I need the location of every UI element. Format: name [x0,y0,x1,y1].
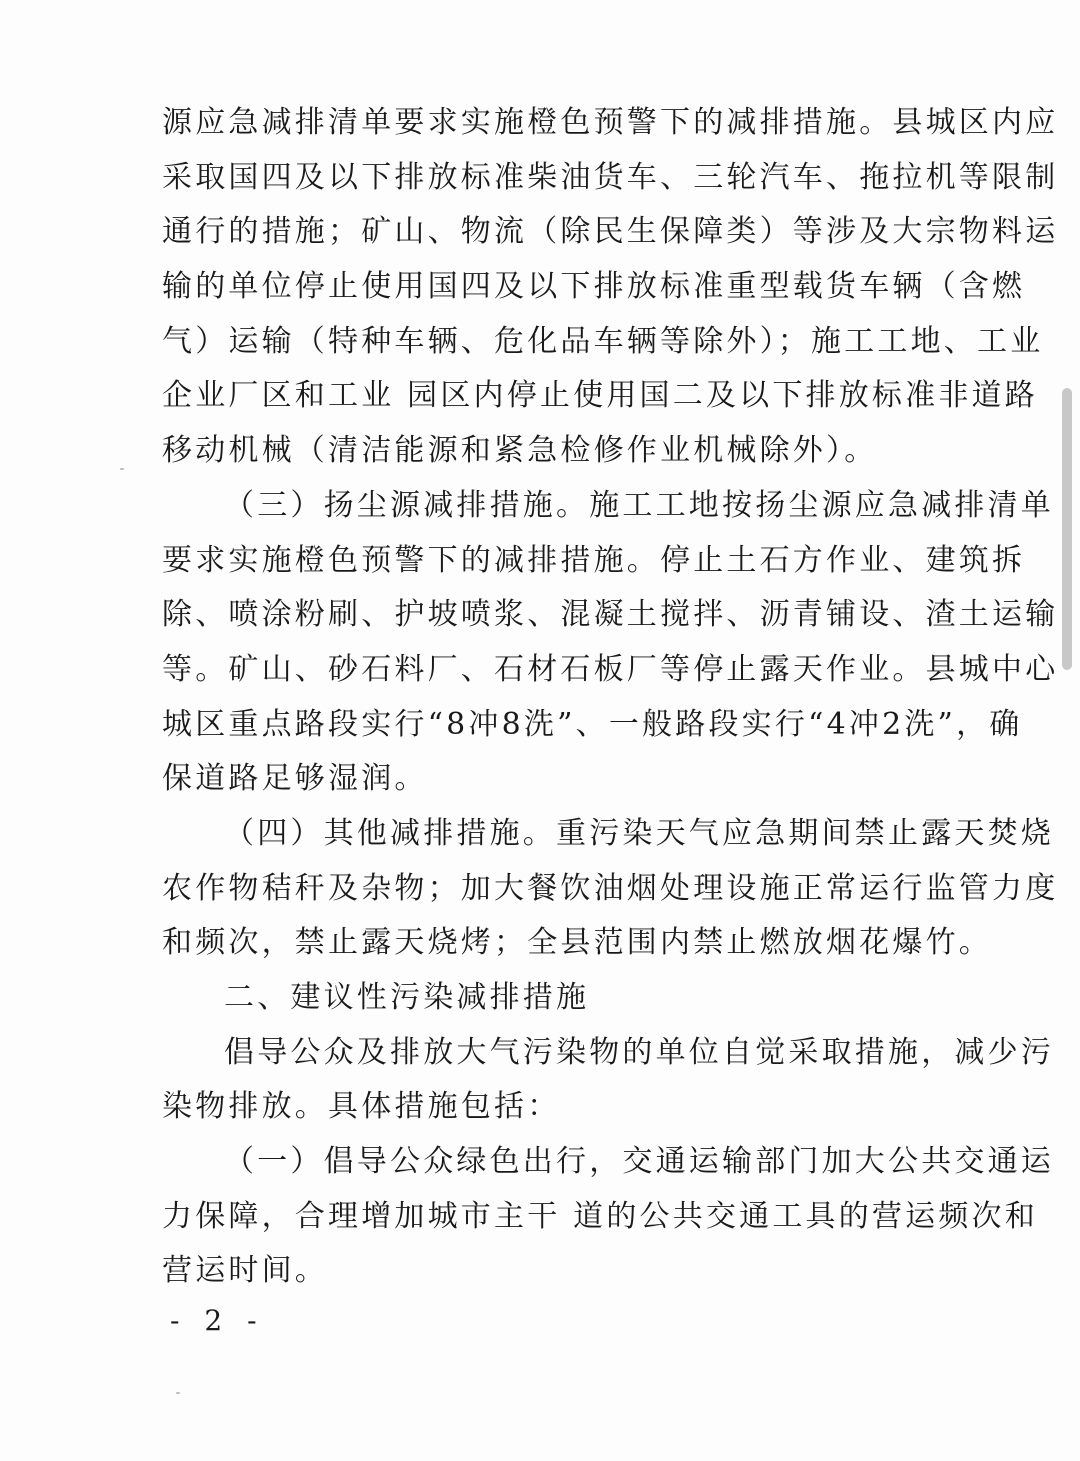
text-line: 营运时间。 [162,1253,328,1289]
text-line: 染物排放。具体措施包括： [162,1089,561,1125]
text-line: 输的单位停止使用国四及以下排放标准重型载货车辆（含燃 [162,269,1026,305]
text-line: 企业厂区和工业 园区内停止使用国二及以下排放标准非道路 [162,378,1038,414]
scan-speck [120,468,124,470]
text-line: 采取国四及以下排放标准柴油货车、三轮汽车、拖拉机等限制 [162,159,1059,195]
text-line: 通行的措施；矿山、物流（除民生保障类）等涉及大宗物料运 [162,214,1059,250]
paragraph-start-line: 倡导公众及排放大气污染物的单位自觉采取措施，减少污 [224,1034,1054,1070]
text-line: 源应急减排清单要求实施橙色预警下的减排措施。县城区内应 [162,105,1059,140]
text-line: 和频次，禁止露天烧烤；全县范围内禁止燃放烟花爆竹。 [162,925,992,961]
paragraph-start-line: （一）倡导公众绿色出行，交通运输部门加大公共交通运 [224,1144,1054,1180]
text-line: 保道路足够湿润。 [162,761,428,797]
section-heading: 二、建议性污染减排措施 [224,980,590,1015]
scan-speck [176,1392,180,1394]
scrollbar-thumb[interactable] [1062,388,1072,670]
text-line: 城区重点路段实行“8冲8洗”、一般路段实行“4冲2洗”，确 [162,706,1023,742]
text-line: 要求实施橙色预警下的减排措施。停止土石方作业、建筑拆 [162,542,1026,578]
text-line: 等。矿山、砂石料厂、石材石板厂等停止露天作业。县城中心 [162,651,1059,687]
text-line: 气）运输（特种车辆、危化品车辆等除外）；施工工地、工业 [162,323,1044,359]
vertical-scrollbar[interactable] [1062,380,1072,680]
text-line: 农作物秸秆及杂物；加大餐饮油烟处理设施正常运行监管力度 [162,870,1059,906]
page-number: - 2 - [170,1304,265,1337]
paragraph-start-line: （三）扬尘源减排措施。施工工地按扬尘源应急减排清单 [224,487,1054,523]
document-body [162,96,1059,1299]
text-line: 力保障，合理增加城市主干 道的公共交通工具的营运频次和 [162,1198,1038,1234]
text-line: 移动机械（清洁能源和紧急检修作业机械除外）。 [162,433,878,469]
text-line: 除、喷涂粉刷、护坡喷浆、混凝土搅拌、沥青铺设、渣土运输 [162,597,1059,633]
paragraph-start-line: （四）其他减排措施。重污染天气应急期间禁止露天焚烧 [224,815,1054,851]
